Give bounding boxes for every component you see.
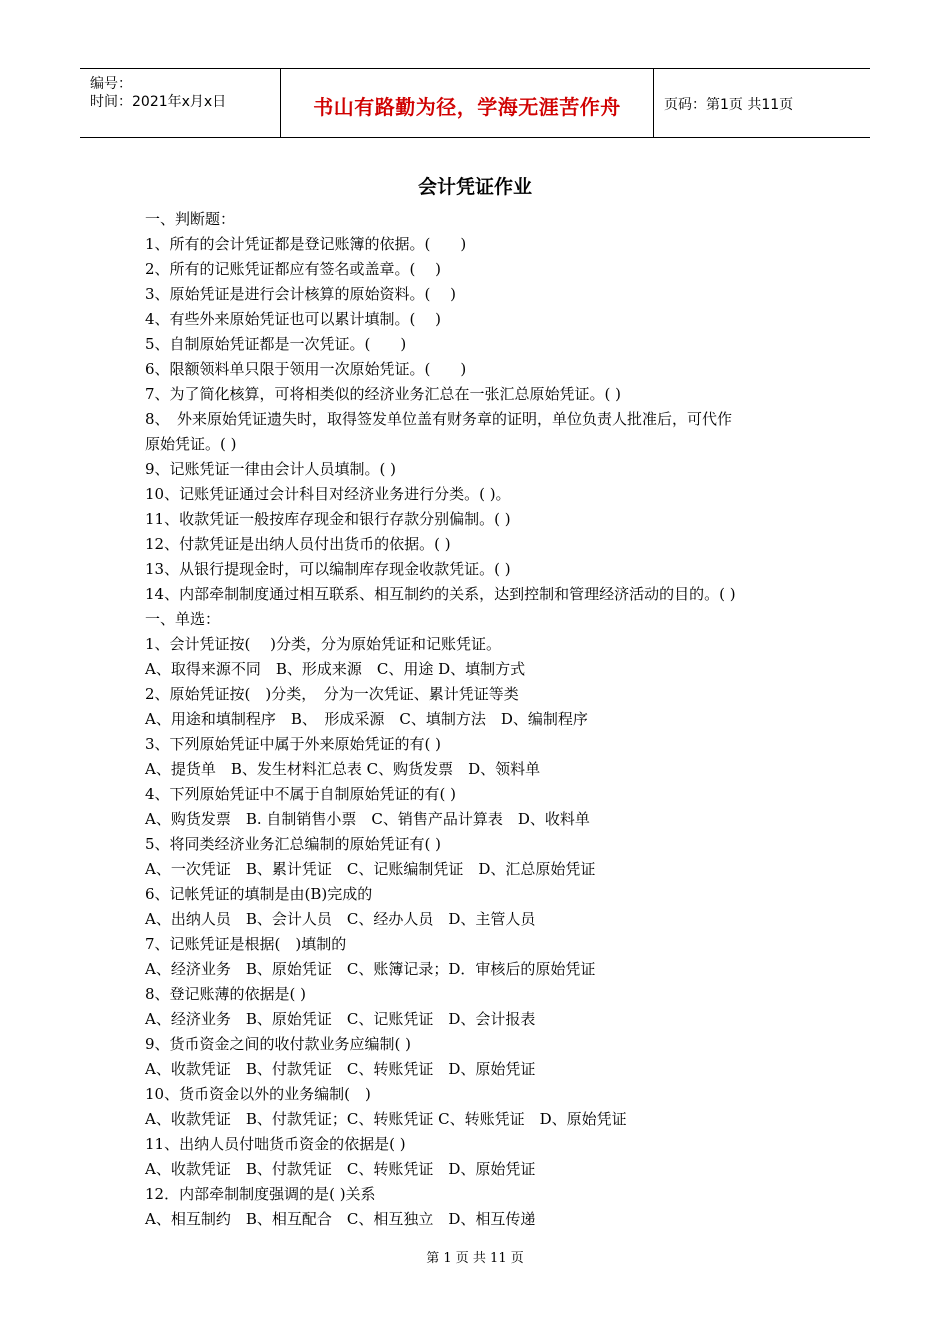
header-motto-cell bbox=[281, 69, 654, 137]
text-line: A、购货发票 B. 自制销售小票 C、销售产品计算表 D、收料单 bbox=[145, 810, 590, 828]
text-line: A、用途和填制程序 B、 形成采源 C、填制方法 D、编制程序 bbox=[145, 710, 588, 728]
page-footer: 第 1 页 共 11 页 bbox=[426, 1251, 524, 1266]
text-line: 10、记账凭证通过会计科目对经济业务进行分类。( )。 bbox=[145, 485, 511, 503]
text-line: 4、有些外来原始凭证也可以累计填制。( ) bbox=[145, 310, 442, 328]
text-line: 11、出纳人员付咄货币资金的依据是( ) bbox=[145, 1135, 406, 1153]
text-line: A、取得来源不同 B、形成来源 C、用途 D、填制方式 bbox=[145, 660, 526, 678]
text-line: 11、收款凭证一般按库存现金和银行存款分别偏制。( ) bbox=[145, 510, 511, 528]
text-line: A、经济业务 B、原始凭证 C、账簿记录；D．审核后的原始凭证 bbox=[145, 960, 596, 978]
header-meta-cell bbox=[80, 69, 281, 137]
number-label: 编号： bbox=[90, 76, 132, 92]
text-line: 9、记账凭证一律由会计人员填制。( ) bbox=[145, 460, 397, 478]
text-line: A、相互制约 B、相互配合 C、相互独立 D、相互传递 bbox=[145, 1210, 536, 1228]
text-line: A、出纳人员 B、会计人员 C、经办人员 D、主管人员 bbox=[145, 910, 536, 928]
text-line: 10、货币资金以外的业务编制( ) bbox=[145, 1085, 371, 1103]
text-line: 14、内部牵制制度通过相互联系、相互制约的关系，达到控制和管理经济活动的目的。( ) bbox=[145, 585, 736, 603]
text-line: 3、原始凭证是进行会计核算的原始资料。( ) bbox=[145, 285, 457, 303]
text-line: A、经济业务 B、原始凭证 C、记账凭证 D、会计报表 bbox=[145, 1010, 536, 1028]
text-line: 一、判断题： bbox=[145, 210, 236, 228]
text-line: 5、将同类经济业务汇总编制的原始凭证有( ) bbox=[145, 835, 442, 853]
text-line: 一、单选： bbox=[145, 610, 221, 628]
text-line: 7、为了简化核算，可将相类似的经济业务汇总在一张汇总原始凭证。( ) bbox=[145, 385, 622, 403]
text-line: 6、记帐凭证的填制是由(B)完成的 bbox=[145, 885, 373, 903]
page-header bbox=[80, 68, 870, 138]
text-line: 9、货币资金之间的收付款业务应编制( ) bbox=[145, 1035, 412, 1053]
text-line: 6、限额领料单只限于领用一次原始凭证。( ) bbox=[145, 360, 467, 378]
text-line: 12．内部牵制制度强调的是( )关系 bbox=[145, 1185, 376, 1203]
text-line: 13、从银行提现金时，可以编制库存现金收款凭证。( ) bbox=[145, 560, 511, 578]
text-line: 3、下列原始凭证中属于外来原始凭证的有( ) bbox=[145, 735, 442, 753]
text-line: 1、所有的会计凭证都是登记账簿的依据。( ) bbox=[145, 235, 467, 253]
text-line: 4、下列原始凭证中不属于自制原始凭证的有( ) bbox=[145, 785, 457, 803]
motto: 书山有路勤为径，学海无涯苦作舟 bbox=[313, 95, 621, 119]
text-line: 8、登记账薄的依据是( ) bbox=[145, 985, 307, 1003]
text-line: A、一次凭证 B、累计凭证 C、记账编制凭证 D、汇总原始凭证 bbox=[145, 860, 596, 878]
page-info: 页码：第1页 共11页 bbox=[664, 97, 794, 113]
text-line: A、收款凭证 B、付款凭证 C、转账凭证 D、原始凭证 bbox=[145, 1160, 536, 1178]
text-line: A、收款凭证 B、付款凭证；C、转账凭证 C、转账凭证 D、原始凭证 bbox=[145, 1110, 627, 1128]
text-line: 7、记账凭证是根据( )填制的 bbox=[145, 935, 347, 953]
text-line: 12、付款凭证是出纳人员付出货币的依据。( ) bbox=[145, 535, 451, 553]
header-page-cell bbox=[654, 69, 870, 137]
text-line: A、提货单 B、发生材料汇总表 C、购货发票 D、领料单 bbox=[145, 760, 541, 778]
text-line: 5、自制原始凭证都是一次凭证。( ) bbox=[145, 335, 407, 353]
text-line: 1、会计凭证按( )分类，分为原始凭证和记账凭证。 bbox=[145, 635, 502, 653]
text-line: 2、所有的记账凭证都应有签名或盖章。( ) bbox=[145, 260, 442, 278]
text-line: 2、原始凭证按( )分类， 分为一次凭证、累计凭证等类 bbox=[145, 685, 519, 703]
text-line: A、收款凭证 B、付款凭证 C、转账凭证 D、原始凭证 bbox=[145, 1060, 536, 1078]
date-line: 时间：2021年x月x日 bbox=[90, 94, 227, 110]
text-line: 原始凭证。( ) bbox=[145, 435, 237, 453]
text-line: 8、 外来原始凭证遗失时，取得签发单位盖有财务章的证明，单位负责人批准后，可代作 bbox=[145, 410, 733, 428]
document-body bbox=[145, 207, 815, 1232]
document-title: 会计凭证作业 bbox=[417, 176, 532, 198]
